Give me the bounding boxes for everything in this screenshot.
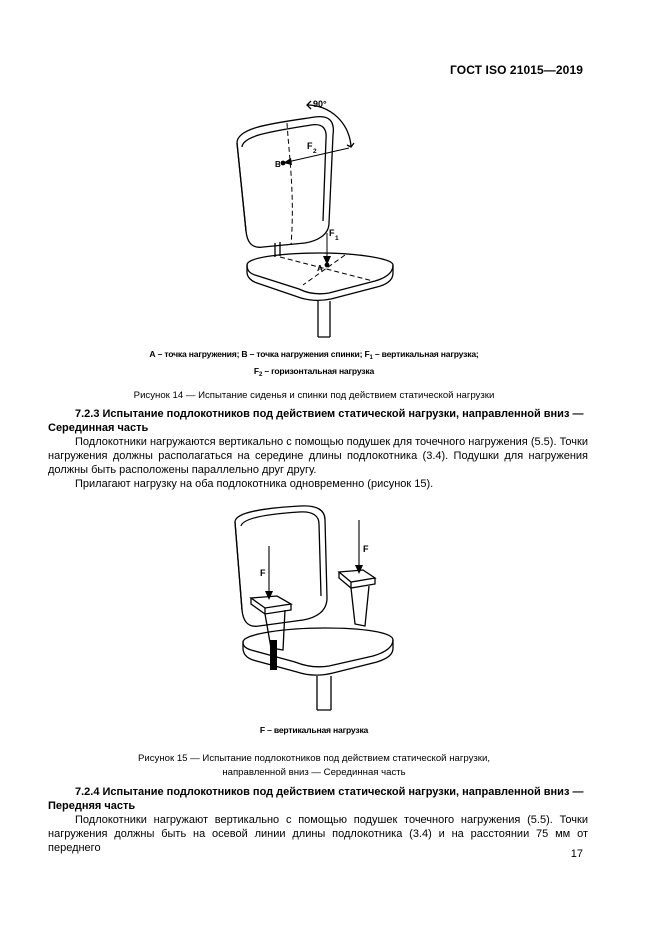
figure-14	[225, 95, 415, 340]
section-7-2-4-heading: 7.2.4 Испытание подлокотников под действием статической нагрузки, направленной вниз — Передняя часть	[48, 786, 584, 812]
point-a-label: A	[317, 264, 323, 273]
legend-line-2: $F_2$ – горизонтальная нагрузка	[253, 366, 375, 378]
figure-14-legend	[48, 348, 580, 382]
point-b-label: B	[275, 160, 281, 169]
force-2-subscript: 2	[313, 148, 317, 155]
figure-15-caption: Рисунок 15 — Испытание подлокотников под действием статической нагрузки, направленной вниз — Серединная часть	[137, 753, 490, 778]
force-1-label: F	[329, 228, 335, 238]
section-7-2-4-paragraph-1: Подлокотники нагружают вертикально с помощью подушек точечного нагружения (5.5). Точки нагружения должны быть на осевой линии длины подлокотника (3.4) и на расстоянии 75 мм от переднего	[48, 814, 588, 854]
section-7-2-3-heading: 7.2.3 Испытание подлокотников под действием статической нагрузки, направленной вниз — Серединная часть	[48, 408, 584, 434]
page-number: 17	[570, 848, 583, 860]
figure-14-caption: Рисунок 14 — Испытание сиденья и спинки под действием статической нагрузки	[133, 390, 495, 401]
standard-header: ГОСТ ISO 21015—2019	[450, 63, 583, 77]
section-7-2-3-paragraph-2: Прилагают нагрузку на оба подлокотника одновременно (рисунок 15).	[75, 478, 434, 490]
chair-armrest-diagram	[225, 500, 415, 720]
legend-line-1: А – точка нагружения; В – точка нагружения спинки; $F_1$ – вертикальная нагрузка;	[149, 349, 479, 361]
angle-label: 90°	[313, 99, 327, 109]
figure-15-legend: F – вертикальная нагрузка	[259, 725, 369, 735]
force-left-label: F	[260, 568, 266, 578]
force-2-label: F	[307, 141, 313, 151]
figure-15	[225, 500, 415, 720]
force-1-subscript: 1	[335, 235, 339, 242]
chair-seat-back-diagram	[225, 95, 415, 340]
section-7-2-3-paragraph-1: Подлокотники нагружаются вертикально с помощью подушек для точечного нагружения (5.5). Точки нагружения должны располагаться на середине длины подлокотника (3.4). Подушки для нагружения должны быть расположены параллельно друг другу.	[48, 436, 588, 476]
force-right-label: F	[363, 544, 369, 554]
